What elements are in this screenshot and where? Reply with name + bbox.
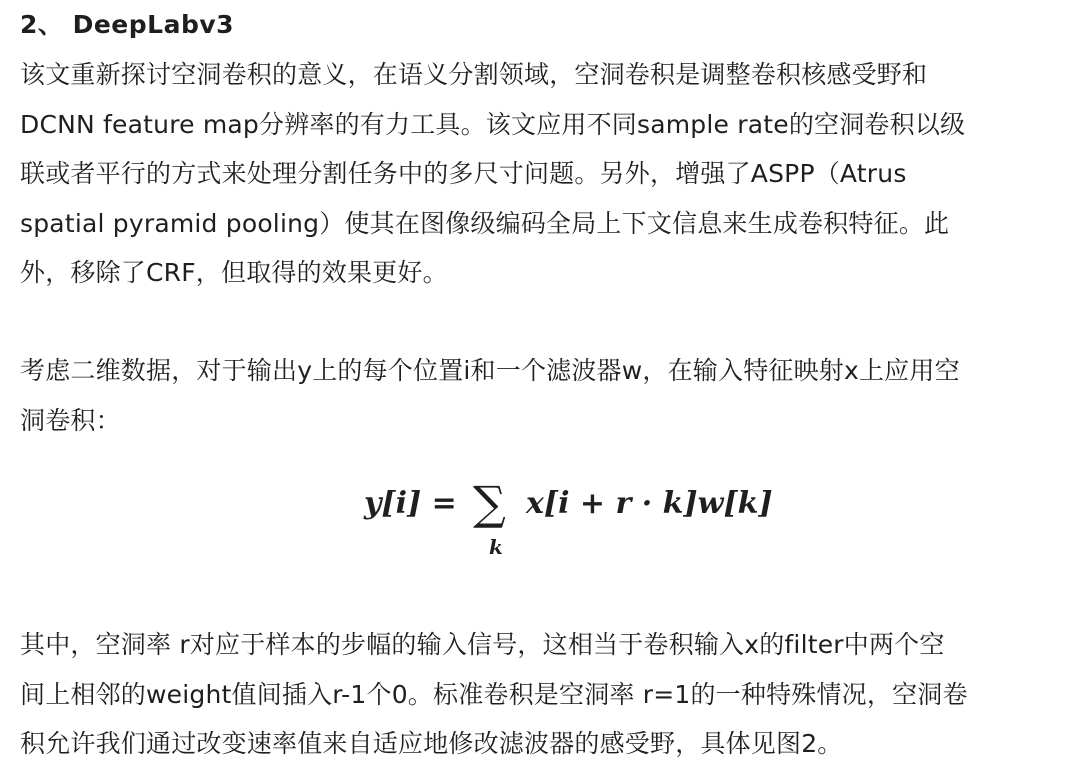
- equation-lhs: y[i] =: [364, 486, 457, 521]
- formula-intro-paragraph: [20, 346, 960, 445]
- explanation-paragraph: [20, 620, 968, 769]
- summation-symbol: ∑: [473, 476, 506, 530]
- paragraph-line: DCNN feature map分辨率的有力工具。该文应用不同sample rate的空洞卷积以级: [20, 109, 966, 139]
- paragraph-line: 积允许我们通过改变速率值来自适应地修改滤波器的感受野，具体见图2。: [20, 729, 843, 758]
- paragraph-line: 其中，空洞率 r对应于样本的步幅的输入信号，这相当于卷积输入x的filter中两个空: [20, 630, 945, 659]
- summation-index: k: [489, 535, 503, 559]
- paragraph-line: 间上相邻的weight值间插入r-1个0。标准卷积是空洞率 r=1的一种特殊情况，空洞卷: [20, 679, 968, 709]
- paragraph-line: 外，移除了CRF，但取得的效果更好。: [20, 258, 448, 287]
- paragraph-line: spatial pyramid pooling）使其在图像级编码全局上下文信息来生成卷积特征。此: [20, 208, 950, 238]
- paragraph-line: 洞卷积：: [20, 405, 121, 435]
- section-heading: 2、 DeepLabv3: [20, 10, 235, 39]
- paragraph-line: 联或者平行的方式来处理分割任务中的多尺寸问题。另外，增强了ASPP（Atrus: [20, 159, 907, 188]
- intro-paragraph: [20, 50, 965, 298]
- paragraph-line: 该文重新探讨空洞卷积的意义，在语义分割领域，空洞卷积是调整卷积核感受野和: [20, 60, 928, 89]
- atrous-convolution-equation: [20, 476, 1065, 574]
- equation-rhs: x[i + r · k]w[k]: [526, 486, 773, 521]
- paragraph-line: 考虑二维数据，对于输出y上的每个位置i和一个滤波器w，在输入特征映射x上应用空: [20, 356, 960, 385]
